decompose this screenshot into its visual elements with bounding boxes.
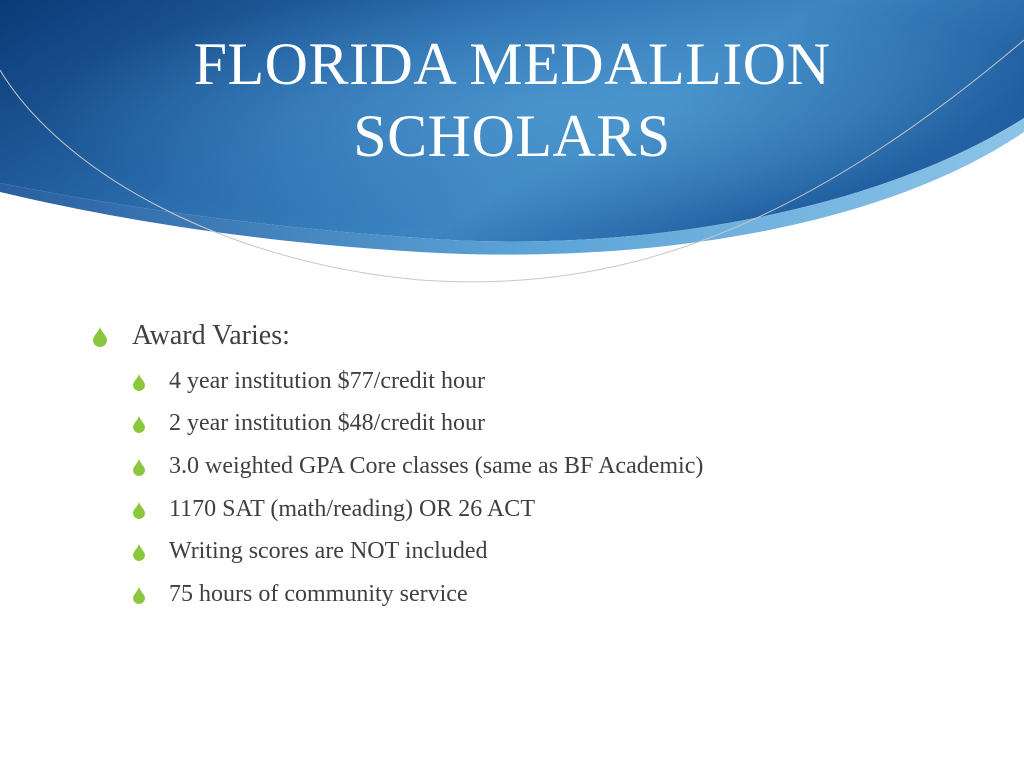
green-drop-icon [132, 459, 146, 476]
main-bullet-text: Award Varies: [132, 320, 290, 351]
sub-bullet [132, 403, 972, 446]
sub-bullet-text: 2 year institution $48/credit hour [169, 410, 485, 437]
sub-bullet-list [92, 360, 972, 616]
bullet-list [92, 314, 972, 616]
green-drop-icon [132, 587, 146, 604]
green-drop-icon [132, 502, 146, 519]
green-drop-icon [132, 374, 146, 391]
sub-bullet-text: 1170 SAT (math/reading) OR 26 ACT [169, 495, 535, 522]
sub-bullet-text: 75 hours of community service [169, 580, 468, 607]
main-bullet [92, 314, 972, 358]
sub-bullet-text: Writing scores are NOT included [169, 538, 488, 565]
sub-bullet-text: 3.0 weighted GPA Core classes (same as BF Academic) [169, 452, 704, 479]
sub-bullet [132, 573, 972, 616]
title-line-2: SCHOLARS [353, 103, 671, 169]
sub-bullet-text: 4 year institution $77/credit hour [169, 367, 485, 394]
green-drop-icon [92, 327, 108, 347]
sub-bullet [132, 488, 972, 531]
title-line-1: FLORIDA MEDALLION [193, 31, 831, 97]
sub-bullet [132, 530, 972, 573]
green-drop-icon [132, 416, 146, 433]
green-drop-icon [132, 544, 146, 561]
slide-title [0, 28, 1024, 172]
sub-bullet [132, 445, 972, 488]
sub-bullet [132, 360, 972, 403]
